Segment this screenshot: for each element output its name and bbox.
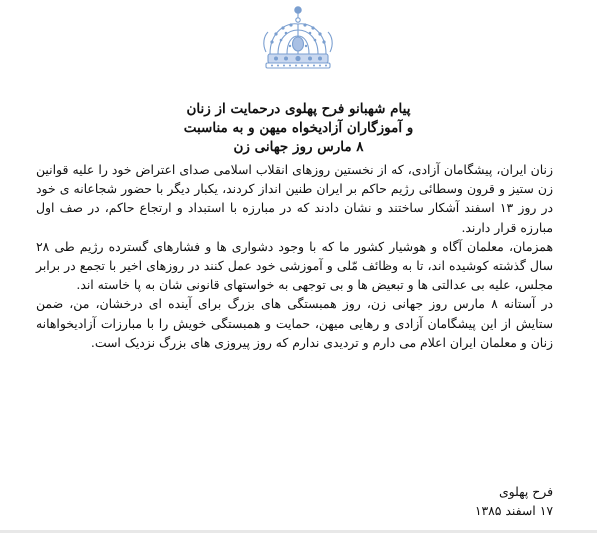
title-line-2: و آموزگاران آزادیخواه میهن و به مناسبت [183,120,414,136]
title-line-1: پیام شهبانو فرح پهلوی درحمایت از زنان [186,101,411,117]
paragraph-march-8: در آستانه ۸ مارس روز جهانی زن، روز همبستگی های بزرگ برای آینده ای درخشان، من، ضمن ستایش از این پیشگامان آزادی و رهایی میهن، حمایت و همبستگی خویش را با مبارزات آزادیخواهانه زنان و معلمان ایران اعلام می دارم و تردیدی ندارم که روز پیروزی های بزرگ نزدیک است. [36,296,553,350]
paragraph-teachers: همزمان، معلمان آگاه و هوشیار کشور ما که با وجود دشواری ها و فشارهای گسترده رژیم طی ۲۸ سال گذشته کوشیده اند، تا به وظائف مّلی و آموزشی خود عمل کنند در روزهای اخیر با تجمع در برابر مجلس، علیه بی عدالتی ها و تبعیض ها و بی توجهی به خواستهای قانونی شان به پا خاسته اند. [36,238,553,293]
signature-block [475,482,553,520]
signature-date: ۱۷ اسفند ۱۳۸۵ [474,503,553,518]
signer-name: فرح پهلوی [498,484,553,499]
letter-body [36,160,553,352]
letter-title [80,100,517,157]
title-line-3: ۸ مارس روز جهانی زن [233,139,364,155]
paragraph-women: زنان ایران، پیشگامان آزادی، که از نخستین روزهای انقلاب اسلامی صدای اعتراض خود را علیه قوانین زن ستیز و قرون وسطائی رژیم حاکم بر ایران طنین انداز کردند، یکبار دیگر با حضور شجاعانه ی خود در روز ۱۳ اسفند آشکار ساختند و نشان دادند که در مبارزه با استبداد و ارتجاع حاکم، در صف اول مبارزه قرار دارند. [36,162,553,235]
crown-emblem-icon [256,2,340,86]
